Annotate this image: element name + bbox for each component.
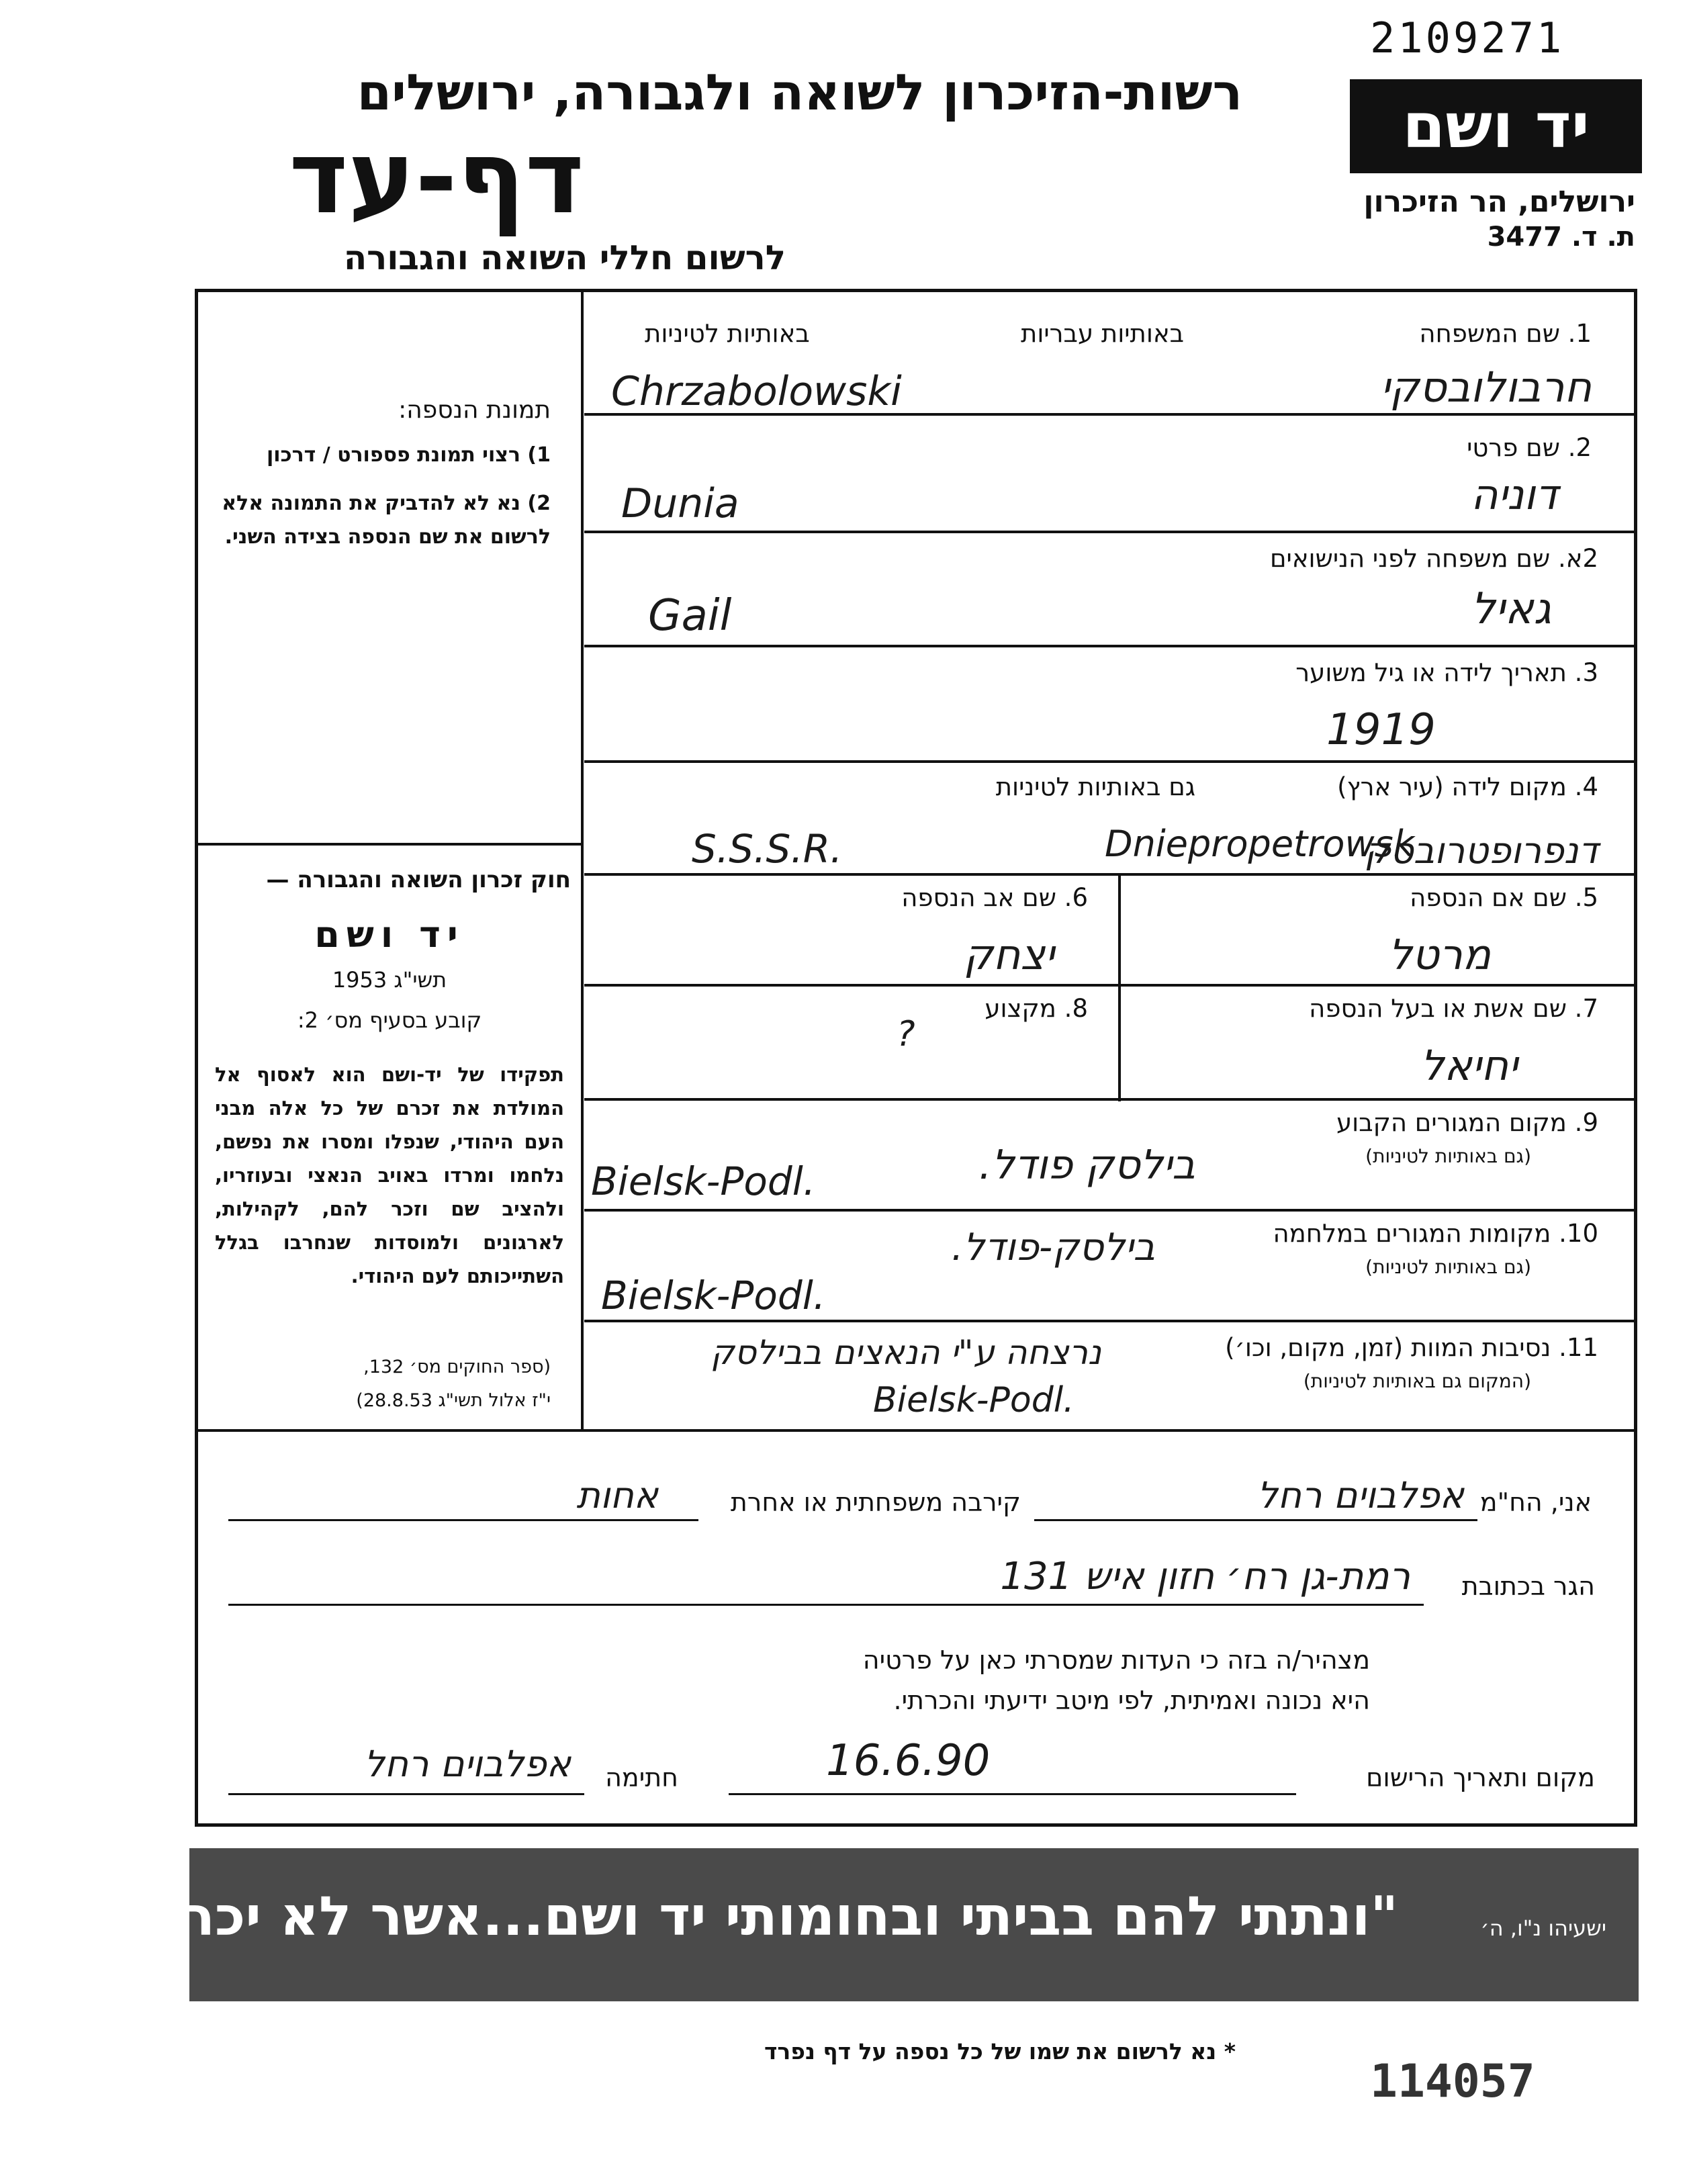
decl-address-value[interactable]: רמת-גן רח׳ חזון איש 131 bbox=[1000, 1555, 1410, 1598]
photo-note-2: 2) נא לא להדביק את התמונה אלא לרשום את שם הנספה בצידה השני. bbox=[222, 492, 551, 549]
field-10-label: 10. מקומות המגורים במלחמה bbox=[1273, 1219, 1598, 1248]
col-header-latin: באותיות לטיניות bbox=[645, 319, 810, 348]
row-sep-9 bbox=[584, 1320, 1637, 1322]
decl-address-line bbox=[228, 1604, 1424, 1606]
form-subtitle: לרשום חללי השואה והגבורה bbox=[343, 238, 786, 277]
page-number: 114057 bbox=[1370, 2055, 1535, 2108]
field-4-country[interactable]: S.S.S.R. bbox=[692, 826, 843, 872]
field-2-label: 2. שם פרטי bbox=[1467, 433, 1592, 462]
field-10-hebrew[interactable]: בילסק-פודל. bbox=[951, 1226, 1155, 1269]
form-title: דף-עד bbox=[289, 120, 584, 236]
banner-quote: "ונתתי להם בביתי ובחומותי יד ושם...אשר לא יכרת" bbox=[118, 1885, 1398, 1948]
decl-i-value[interactable]: אפלבוים רחל bbox=[1257, 1474, 1464, 1516]
row-sep-4 bbox=[584, 760, 1637, 763]
field-2a-latin[interactable]: Gail bbox=[648, 591, 732, 641]
field-8-value[interactable]: ? bbox=[897, 1014, 915, 1054]
decl-statement-1: מצהיר/ה בזה כי העדות שמסרתי כאן על פרטיה bbox=[862, 1645, 1370, 1675]
decl-signature-line bbox=[228, 1793, 584, 1795]
field-7-label: 7. שם אשת או בעל הנספה bbox=[1309, 994, 1598, 1023]
photo-note-1: 1) רצוי תמונת פספורט / דרכון bbox=[266, 443, 551, 467]
org-name: רשות-הזיכרון לשואה ולגבורה, ירושלים bbox=[357, 64, 1242, 122]
decl-relation-value[interactable]: אחות bbox=[576, 1474, 658, 1516]
field-9-label: 9. מקום המגורים הקבוע bbox=[1336, 1108, 1598, 1137]
field-4-hebrew[interactable]: דנפרופטרובסק bbox=[1364, 829, 1598, 872]
decl-i-label: אני, הח"מ bbox=[1479, 1488, 1592, 1517]
field-4-city-latin[interactable]: Dniepropetrowsk bbox=[1105, 823, 1415, 865]
field-6-label: 6. שם אב הנספה bbox=[901, 883, 1088, 912]
law-year: תשי"ג 1953 bbox=[332, 967, 447, 993]
field-2a-hebrew[interactable]: גאיל bbox=[1471, 584, 1551, 634]
field-2-hebrew[interactable]: דוניה bbox=[1471, 470, 1558, 519]
col-sep-5-6 bbox=[1118, 873, 1121, 1101]
field-5-value[interactable]: מרטל bbox=[1388, 930, 1491, 979]
field-9-sub: (גם באותיות לטיניות) bbox=[1365, 1145, 1531, 1167]
field-4-label: 4. מקום לידה (עיר ארץ) bbox=[1337, 772, 1598, 801]
law-text: תפקידו של יד-ושם הוא לאסוף אל המולדת את זכרם של כל אלה מבני העם היהודי, שנפלו ומסרו את נפשם, נלחמו ומרדו באויב הנאצי ובעוזריו, ולהציב שם וזכר להם, לקהילות, לארגונים ולמוסדות שנחרבו בגלל השתייכותם לעם היהודי. bbox=[215, 1063, 564, 1287]
field-11-sub: (המקום גם באותיות לטיניות) bbox=[1303, 1370, 1531, 1392]
address-line1: ירושלים, הר הזיכרון bbox=[1363, 185, 1635, 219]
col-header-hebrew: באותיות עבריות bbox=[1021, 319, 1185, 348]
field-5-label: 5. שם אם הנספה bbox=[1410, 883, 1598, 912]
field-1-label: 1. שם המשפחה bbox=[1419, 319, 1592, 348]
address-line2: ת. ד. 3477 bbox=[1487, 222, 1635, 253]
banner-source: ישעיהו נ"ו, ה׳ bbox=[1480, 1915, 1606, 1941]
decl-statement-2: היא נכונה ואמיתית, לפי מיטב ידיעתי והכרתי. bbox=[893, 1686, 1370, 1715]
row-sep-8 bbox=[584, 1209, 1637, 1212]
decl-signature-label: חתימה bbox=[605, 1763, 678, 1792]
decl-address-label: הגר בכתובת bbox=[1461, 1572, 1595, 1601]
decl-place-date-value[interactable]: 16.6.90 bbox=[826, 1736, 991, 1786]
left-column-divider bbox=[581, 289, 584, 1430]
yad-vashem-logo bbox=[1350, 79, 1642, 173]
row-sep-2 bbox=[584, 531, 1637, 533]
field-11-label: 11. נסיבות המוות (זמן, מקום, וכו׳) bbox=[1225, 1333, 1598, 1362]
left-column-separator bbox=[195, 843, 582, 846]
law-clause: קובע בסעיף מס׳ 2: bbox=[297, 1007, 482, 1033]
field-9-hebrew[interactable]: בילסק פודל. bbox=[978, 1142, 1195, 1189]
law-title: חוק זכרון השואה והגבורה — bbox=[266, 866, 571, 893]
row-sep-7 bbox=[584, 1098, 1637, 1101]
field-7-value[interactable]: יחיאל bbox=[1420, 1041, 1518, 1090]
field-1-latin[interactable]: Chrzabolowski bbox=[611, 368, 902, 415]
law-citation-1: (ספר החוקים מס׳ 132, bbox=[363, 1357, 551, 1377]
field-3-label: 3. תאריך לידה או גיל משוער bbox=[1295, 658, 1598, 687]
row-sep-3 bbox=[584, 645, 1637, 647]
footer-note: * נא לרשום את שמו של כל נספה על דף נפרד bbox=[764, 2038, 1236, 2064]
decl-relation-line bbox=[228, 1519, 698, 1521]
declaration-top-border bbox=[195, 1429, 1637, 1432]
field-11-hebrew[interactable]: נרצחה ע"י הנאצים בבילסק bbox=[711, 1333, 1101, 1372]
logo-text: יד ושם bbox=[1402, 90, 1590, 162]
field-10-latin[interactable]: Bielsk-Podl. bbox=[601, 1273, 826, 1318]
serial-number: 2109271 bbox=[1370, 13, 1565, 62]
decl-signature-value[interactable]: אפלבוים רחל bbox=[364, 1743, 571, 1785]
field-1-hebrew[interactable]: חרבולובסקי bbox=[1380, 363, 1592, 412]
field-10-sub: (גם באותיות לטיניות) bbox=[1365, 1256, 1531, 1278]
decl-place-date-line bbox=[729, 1793, 1296, 1795]
photo-box-title: תמונת הנספה: bbox=[398, 396, 551, 424]
field-8-label: 8. מקצוע bbox=[985, 994, 1088, 1023]
decl-relation-label: קירבה משפחתית או אחרת bbox=[730, 1488, 1021, 1517]
field-6-value[interactable]: יצחק bbox=[963, 930, 1054, 979]
field-2-latin[interactable]: Dunia bbox=[621, 480, 739, 527]
row-sep-5 bbox=[584, 873, 1637, 876]
decl-place-date-label: מקום ותאריך הרישום bbox=[1366, 1763, 1595, 1792]
quote-banner bbox=[118, 1848, 1639, 2001]
field-3-value[interactable]: 1919 bbox=[1326, 705, 1436, 755]
field-4-latin-label: גם באותיות לטיניות bbox=[995, 772, 1195, 801]
field-9-latin[interactable]: Bielsk-Podl. bbox=[591, 1158, 816, 1204]
law-name: יד ושם bbox=[314, 913, 465, 956]
decl-i-line bbox=[1034, 1519, 1477, 1521]
row-sep-6 bbox=[584, 984, 1637, 987]
field-2a-label: 2א. שם משפחה לפני הנישואים bbox=[1270, 544, 1598, 573]
field-11-latin[interactable]: Bielsk-Podl. bbox=[873, 1380, 1075, 1420]
law-citation-2: י"ז אלול תשי"ג 28.8.53) bbox=[356, 1390, 551, 1411]
